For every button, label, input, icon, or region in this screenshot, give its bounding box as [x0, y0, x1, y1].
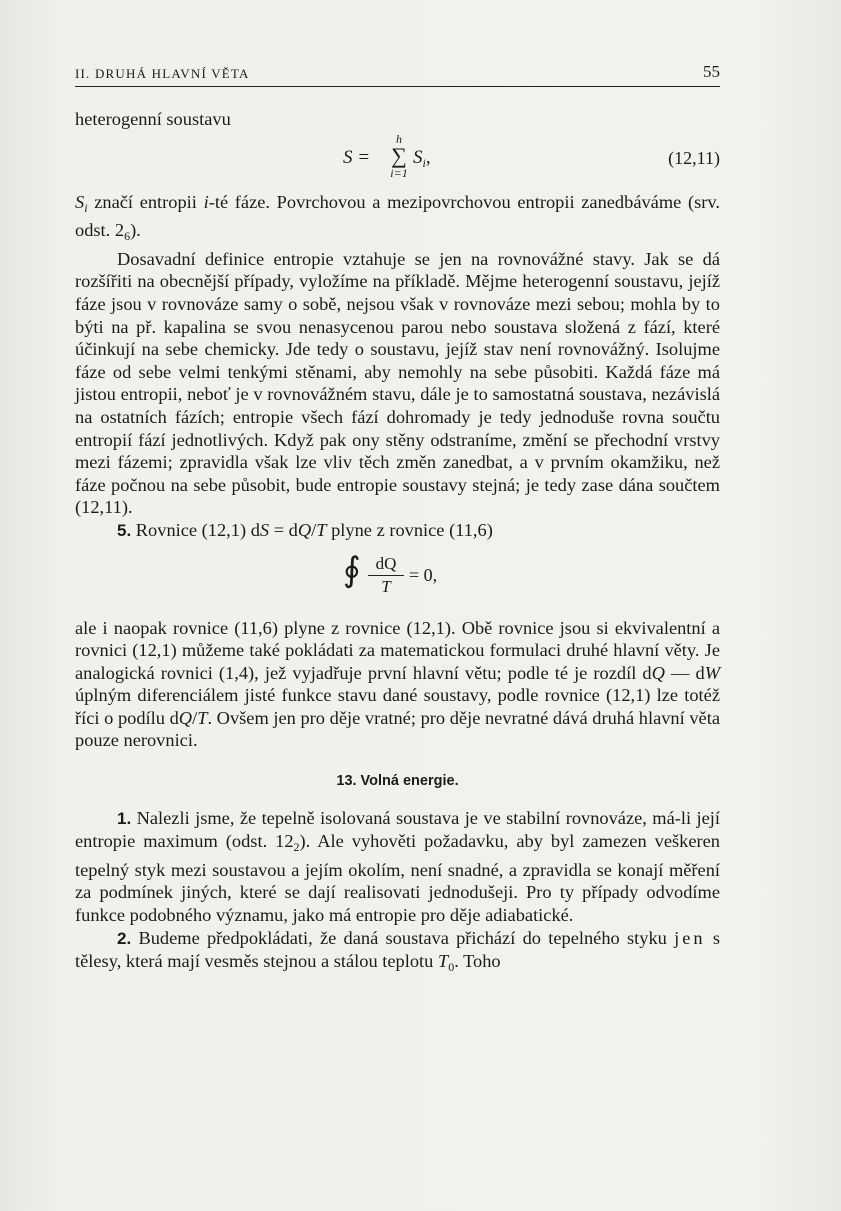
text: Rovnice (12,1) d — [131, 519, 260, 540]
symbol-sub: i — [84, 200, 88, 215]
symbol-q: Q — [651, 662, 665, 683]
page-number: 55 — [703, 62, 720, 81]
equation-lhs: S = — [343, 146, 371, 168]
paragraph-equivalence — [75, 617, 720, 753]
equation-rhs: = 0, — [409, 564, 438, 585]
symbol-t: T — [437, 951, 449, 972]
symbol-s: S — [259, 519, 270, 540]
section-heading: 13. Volná energie. — [336, 773, 459, 790]
symbol-t: T — [197, 707, 208, 728]
sigma-icon: ∑ — [391, 142, 407, 168]
page-body — [75, 108, 720, 979]
equation-12-11 — [75, 133, 720, 189]
paragraph-5 — [75, 519, 720, 543]
text: ale i naopak rovnice (11,6) plyne z rovnice (12,1). Obě rovnice jsou si ekvivalentní a rovnici (12,1) můžeme také pokládati za matematickou formulaci druhé hlavní věty. Je analogická rovnici (1,4), jež vyjadřuje první hlavní větu; podle té je rozdíl d — [75, 617, 720, 683]
text: / — [192, 707, 198, 728]
paragraph-intro: heterogenní soustavu — [75, 109, 231, 129]
fraction — [368, 553, 404, 598]
paragraph-2 — [75, 927, 720, 979]
text: s tělesy, která mají vesměs stejnou a stálou teplotu — [75, 927, 720, 972]
numerator: dQ — [368, 553, 404, 576]
term-s: S — [413, 146, 423, 168]
text: úplným diferenciálem jisté funkce stavu dané soustavy, podle rovnice (12,1) lze totéž říci o podílu d — [75, 685, 720, 728]
subscript: 0 — [448, 960, 455, 975]
equation-contour-integral — [75, 547, 720, 611]
summation — [388, 133, 410, 179]
paragraph-1 — [75, 807, 720, 927]
text: Nalezli jsme, že tepelně isolovaná soustava je ve stabilní rovnováze, má-li její entropie maximum (odst. 12 — [75, 807, 720, 852]
text: -té fáze. Povrchovou a mezipovrchovou entropii zanedbáváme (srv. odst. 2 — [75, 191, 720, 241]
sum-upper-limit: h — [396, 131, 402, 146]
equation-number: (12,11) — [668, 147, 720, 168]
text: / — [311, 519, 317, 540]
contour-integral-icon: ∮ — [343, 551, 361, 589]
sum-lower-limit: i=1 — [390, 165, 408, 180]
text: ). Ale vyhověti požadavku, aby byl zamezen veškeren tepelný styk mezi soustavou a jejím okolím, není snadné, a zpravidla se konají měření za podmínek jiných, které se dají realisovati jednodušeji. Pro ty případy odvodíme funkce podobného významu, jako má entropie pro děje adiabatické. — [75, 831, 720, 926]
running-head: II. DRUHÁ HLAVNÍ VĚTA — [75, 66, 250, 81]
term-tail: , — [425, 146, 431, 168]
text: Budeme předpokládati, že daná soustava přichází do tepelného styku — [131, 927, 675, 948]
symbol-q: Q — [297, 519, 312, 540]
denominator: T — [381, 576, 391, 596]
text: plyne z rovnice (11,6) — [326, 519, 493, 540]
subscript: 6 — [124, 229, 131, 244]
spaced-text: jen — [674, 927, 706, 948]
paragraph-number: 2. — [117, 928, 132, 948]
paragraph-si-definition — [75, 191, 720, 248]
equation-term — [413, 147, 431, 175]
symbol-w: W — [704, 662, 721, 683]
term-sub: i — [422, 155, 426, 170]
paragraph-number: 1. — [117, 808, 132, 828]
text: — d — [664, 662, 705, 683]
symbol-i: i — [203, 191, 209, 212]
paragraph-entropy-definition: Dosavadní definice entropie vztahuje se jen na rovnovážné stavy. Jak se dá rozšířiti na obecnější případy, vyložíme na příkladě. Mějme heterogenní soustavu, jejíž fáze jsou v rovnováze samy o sobě, nejsou však v rovnováze mezi sebou; mohla by to býti na př. kapalina se svou nenasycenou parou nebo soustava složená z fází, které účinkují na sebe chemicky. Jde tedy o soustavu, jejíž stav není rovnovážný. Isolujme fáze od sebe velmi tenkými stěnami, aby nemohly na sebe působiti. Každá fáze má jistou entropii, neboť je v rovnovážném stavu, dále je to samostatná soustava, nezávislá na ostatních fázích; entropie všech fází dohromady je tedy jednoduše rovna součtu entropií fází jednotlivých. Když pak ony stěny odstraníme, změní se přechodní vrstvy mezi fázemi; zpravidla však lze vliv těch změn zanedbat, a v prvním okamžiku, než fáze počnou na sebe působit, bude entropie soustavy stejná; je tedy zase dána součtem (12,11). — [75, 248, 720, 518]
symbol-s: S — [75, 191, 85, 212]
symbol-q: Q — [178, 707, 193, 728]
text: = d — [269, 519, 298, 540]
text: . Toho — [454, 951, 501, 972]
page-header — [75, 64, 720, 87]
text: značí entropii — [87, 191, 204, 212]
subscript: 2 — [293, 840, 300, 855]
paragraph-number: 5. — [117, 520, 132, 540]
text: ). — [130, 220, 141, 241]
text: . Ovšem jen pro děje vratné; pro děje nevratné dává druhá hlavní věta pouze nerovnici. — [75, 707, 720, 751]
symbol-t: T — [316, 519, 327, 540]
